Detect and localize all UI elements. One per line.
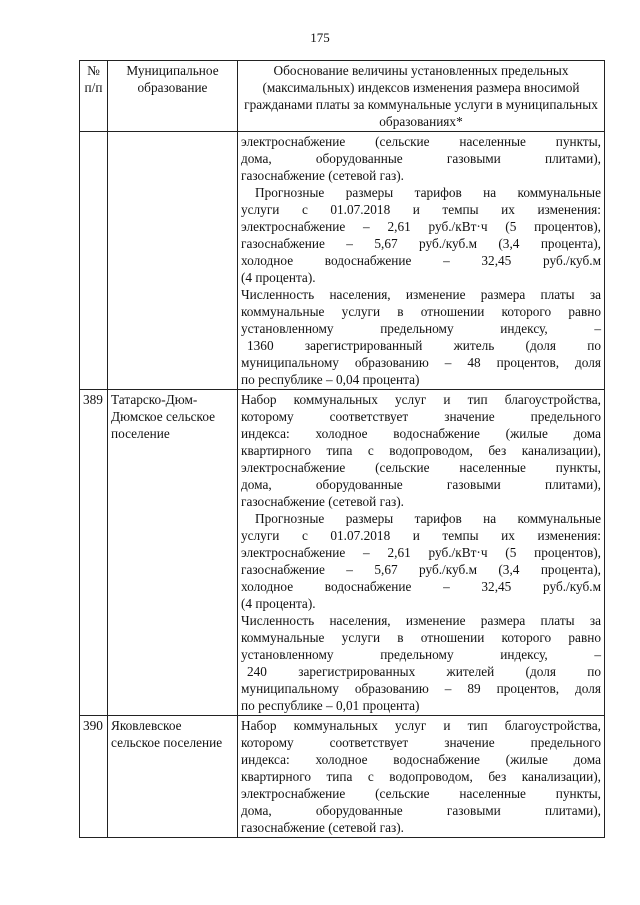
municipality-line: поселение xyxy=(111,426,170,441)
text-line: Прогнозные размеры тарифов на коммунальные xyxy=(255,511,601,526)
text-line: индекса: холодное водоснабжение (жилые дома xyxy=(241,426,601,441)
row-number: 389 xyxy=(80,390,108,716)
text-line: Численность населения, изменение размера платы за xyxy=(241,613,601,628)
text-line: квартирного типа с водопроводом, без канализации), xyxy=(241,443,601,458)
header-municipality: Муниципальное образование xyxy=(108,61,238,132)
text-line: электроснабжение (сельские населенные пункты, xyxy=(241,786,601,801)
row-justification xyxy=(238,390,605,716)
table-row xyxy=(80,716,605,838)
text-line: коммунальные услуги в отношении которого равно xyxy=(241,304,601,319)
text-line: дома, оборудованные газовыми плитами), xyxy=(241,477,601,492)
text-line: коммунальные услуги в отношении которого равно xyxy=(241,630,601,645)
text-line: по республике – 0,04 процента) xyxy=(241,372,420,387)
text-line: газоснабжение – 5,67 руб./куб.м (3,4 процента), xyxy=(241,236,601,251)
text-line: (4 процента). xyxy=(241,596,316,611)
text-line: газоснабжение (сетевой газ). xyxy=(241,168,404,183)
table-row xyxy=(80,132,605,390)
row-justification xyxy=(238,716,605,838)
row-justification xyxy=(238,132,605,390)
text-line: установленному предельному индексу, – xyxy=(241,321,601,336)
text-line: холодное водоснабжение – 32,45 руб./куб.м xyxy=(241,253,601,268)
row-municipality xyxy=(108,390,238,716)
text-line: электроснабжение (сельские населенные пункты, xyxy=(241,134,601,149)
header-justification: Обоснование величины установленных предельных (максимальных) индексов изменения размера вносимой гражданами платы за коммунальные услуги в муниципальных образованиях* xyxy=(238,61,605,132)
municipality-line: Дюмское сельское xyxy=(111,409,216,424)
text-line: холодное водоснабжение – 32,45 руб./куб.м xyxy=(241,579,601,594)
header-number: № п/п xyxy=(80,61,108,132)
text-line: Набор коммунальных услуг и тип благоустройства, xyxy=(241,392,601,407)
text-line: которому соответствует значение предельного xyxy=(241,735,601,750)
text-line: по республике – 0,01 процента) xyxy=(241,698,420,713)
row-number: 390 xyxy=(80,716,108,838)
text-line: газоснабжение (сетевой газ). xyxy=(241,820,404,835)
tariff-table xyxy=(79,60,605,838)
text-line: (4 процента). xyxy=(241,270,316,285)
text-line: Прогнозные размеры тарифов на коммунальные xyxy=(255,185,601,200)
text-line: муниципальному образованию – 48 процентов, доля xyxy=(241,355,601,370)
text-line: услуги с 01.07.2018 и темпы их изменения: xyxy=(241,202,601,217)
page-number: 175 xyxy=(310,30,330,45)
text-line: услуги с 01.07.2018 и темпы их изменения: xyxy=(241,528,601,543)
text-line: электроснабжение – 2,61 руб./кВт·ч (5 процентов), xyxy=(241,545,601,560)
row-municipality xyxy=(108,716,238,838)
text-line: газоснабжение – 5,67 руб./куб.м (3,4 процента), xyxy=(241,562,601,577)
table-header-row xyxy=(80,61,605,132)
municipality-line: сельское поселение xyxy=(111,735,223,750)
row-number xyxy=(80,132,108,390)
table-row xyxy=(80,390,605,716)
text-line: 240 зарегистрированных жителей (доля по xyxy=(247,664,601,679)
municipality-line: Татарско-Дюм- xyxy=(111,392,198,407)
text-line: электроснабжение – 2,61 руб./кВт·ч (5 процентов), xyxy=(241,219,601,234)
text-line: дома, оборудованные газовыми плитами), xyxy=(241,803,601,818)
text-line: электроснабжение (сельские населенные пункты, xyxy=(241,460,601,475)
municipality-line: Яковлевское xyxy=(111,718,182,733)
text-line: Набор коммунальных услуг и тип благоустройства, xyxy=(241,718,601,733)
text-line: газоснабжение (сетевой газ). xyxy=(241,494,404,509)
text-line: которому соответствует значение предельного xyxy=(241,409,601,424)
text-line: 1360 зарегистрированный житель (доля по xyxy=(247,338,601,353)
text-line: квартирного типа с водопроводом, без канализации), xyxy=(241,769,601,784)
text-line: Численность населения, изменение размера платы за xyxy=(241,287,601,302)
text-line: установленному предельному индексу, – xyxy=(241,647,601,662)
text-line: муниципальному образованию – 89 процентов, доля xyxy=(241,681,601,696)
row-municipality xyxy=(108,132,238,390)
text-line: дома, оборудованные газовыми плитами), xyxy=(241,151,601,166)
text-line: индекса: холодное водоснабжение (жилые дома xyxy=(241,752,601,767)
